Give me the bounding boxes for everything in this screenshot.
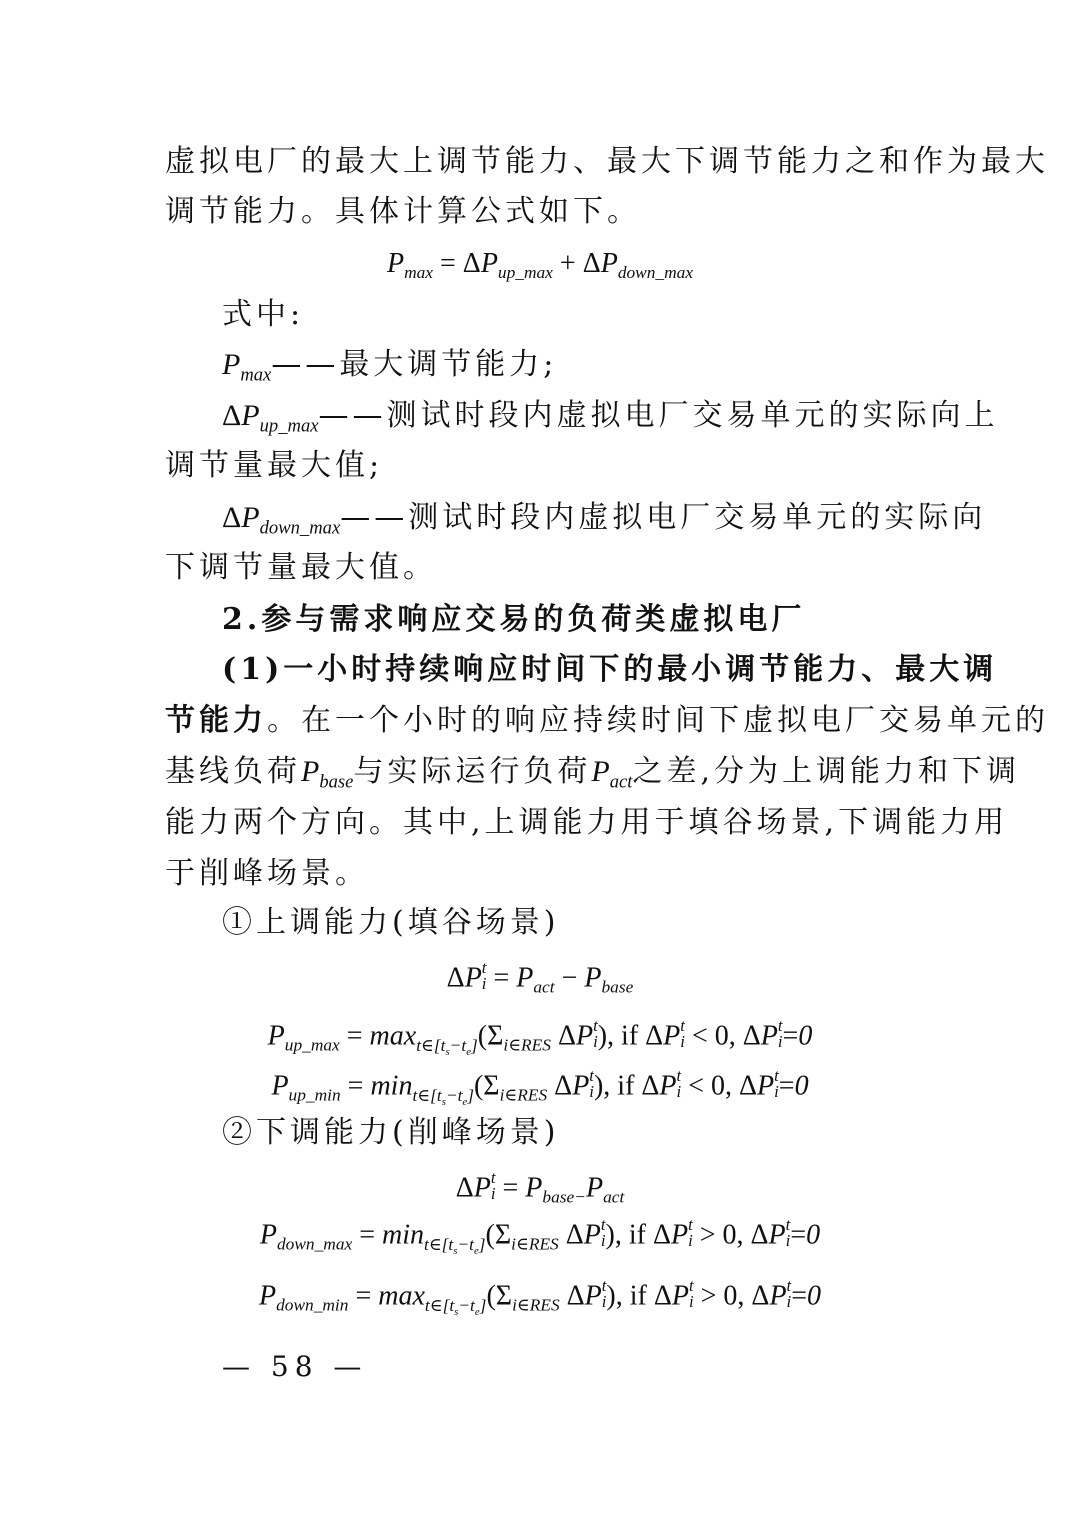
- formula-pmax: $P_{max} = \Delta P_{up\_max} + \Delta P_{down\_max}$: [386, 248, 694, 283]
- formula-pdown-min: $P_{down\_min} = \max_{t\in[t_s-t_e]}(\Sigma_{i\in RES}$ ΔP t i ), if ΔP t i > 0, ΔP t i =0: [258, 1276, 822, 1318]
- paragraph-line: 调节量最大值;: [165, 448, 384, 483]
- down-capacity-title: ②下调能力(削峰场景): [222, 1115, 560, 1150]
- formula-pdown-max: $P_{down\_max} = \min_{t\in[t_s-t_e]}(\Sigma_{i\in RES}$ ΔP t i ), if ΔP t i > 0, ΔP t i =0: [259, 1215, 821, 1257]
- formula-delta-down: ΔP t i = $P_{base-}P_{act}$: [455, 1168, 625, 1207]
- up-capacity-title: ①上调能力(填谷场景): [222, 905, 560, 940]
- paragraph-line: 调节能力。具体计算公式如下。: [165, 194, 641, 229]
- formula-delta-up: ΔP t i = $P_{act} - P_{base}$: [446, 958, 634, 997]
- subsection-heading: (1)一小时持续响应时间下的最小调节能力、最大调: [222, 652, 998, 687]
- paragraph-line: 节能力。在一个小时的响应持续时间下虚拟电厂交易单元的: [165, 703, 1049, 738]
- definition-pmax: $P_{max}——$最大调节能力;: [222, 347, 558, 386]
- formula-pup-min: $P_{up\_min} = \min_{t\in[t_s-t_e]}(\Sigma_{i\in RES}$ ΔP t i ), if ΔP t i < 0, ΔP t i =0: [271, 1066, 809, 1108]
- where-label: 式中:: [222, 297, 305, 332]
- paragraph-line: 基线负荷$P_{base}$与实际运行负荷$P_{act}$之差,分为上调能力和下调: [165, 754, 1021, 793]
- paragraph-line: 能力两个方向。其中,上调能力用于填谷场景,下调能力用: [165, 805, 1009, 840]
- paragraph-line: 下调节量最大值。: [165, 550, 437, 585]
- section-heading: 2.参与需求响应交易的负荷类虚拟电厂: [222, 602, 806, 637]
- page-number: — 58 —: [222, 1350, 368, 1383]
- definition-down-max: $\Delta P_{down\_max}——$测试时段内虚拟电厂交易单元的实际向: [222, 500, 987, 539]
- formula-pup-max: $P_{up\_max} = \max_{t\in[t_s-t_e]}(\Sigma_{i\in RES}$ ΔP t i ), if ΔP t i < 0, ΔP t i =0: [267, 1016, 813, 1058]
- definition-up-max: $\Delta P_{up\_max}——$测试时段内虚拟电厂交易单元的实际向上: [222, 398, 999, 437]
- paragraph-line: 于削峰场景。: [165, 856, 369, 891]
- paragraph-line: 虚拟电厂的最大上调节能力、最大下调节能力之和作为最大: [165, 144, 1049, 179]
